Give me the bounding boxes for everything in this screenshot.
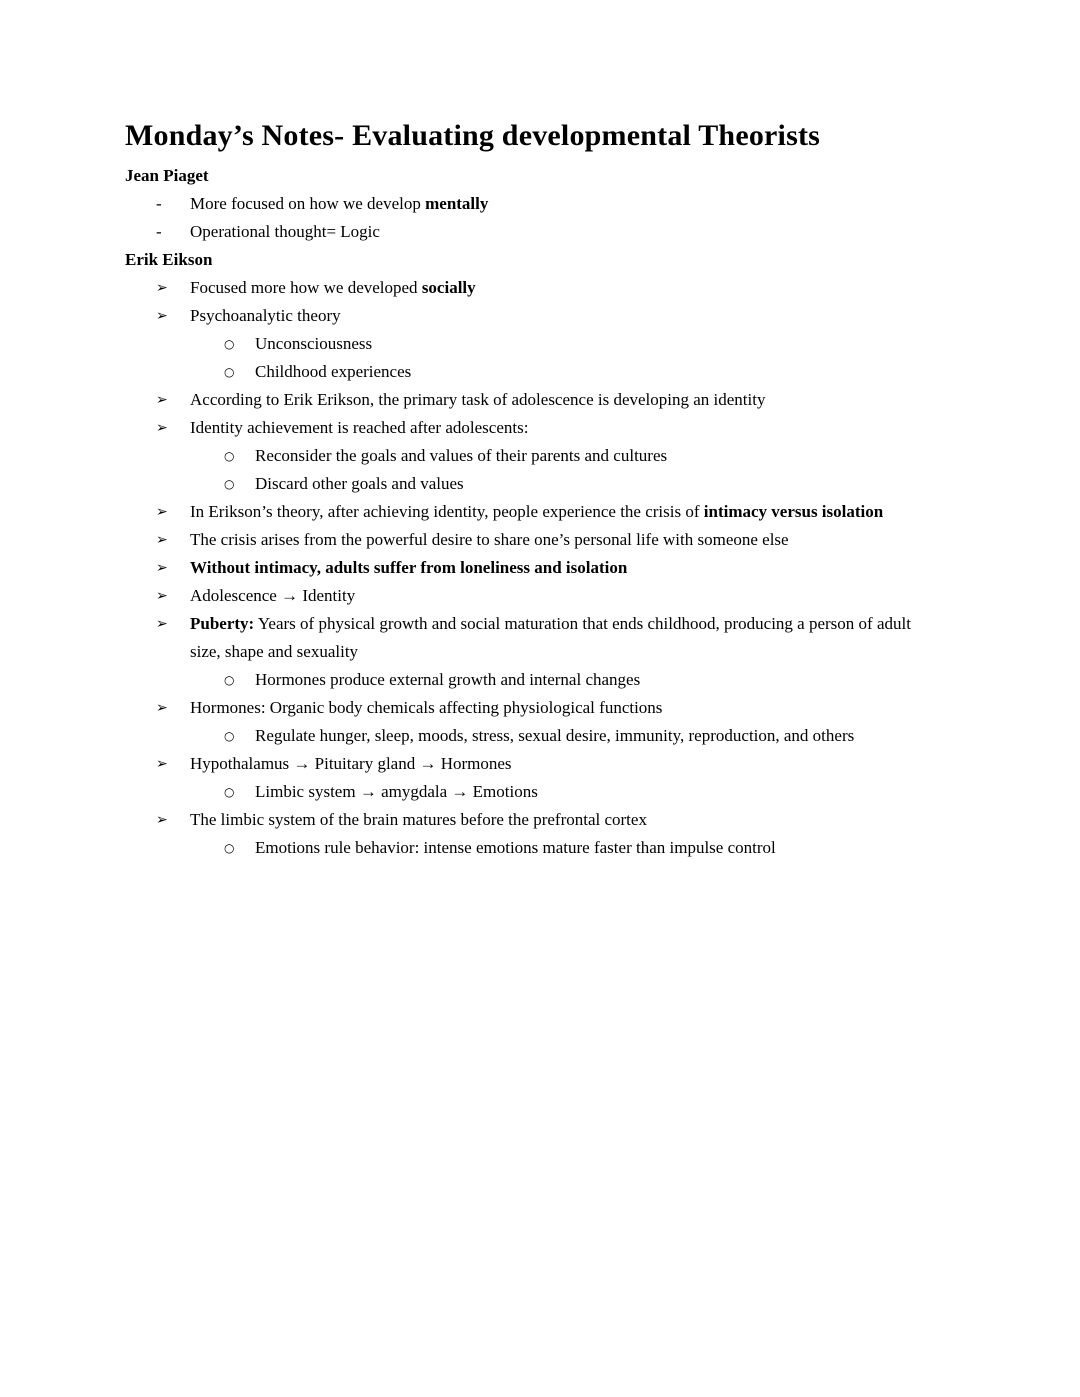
list-item-text: More focused on how we develop mentally bbox=[190, 194, 489, 213]
list-item bbox=[125, 414, 943, 442]
list-item-text: In Erikson’s theory, after achieving identity, people experience the crisis of intimacy versus isolation bbox=[190, 502, 884, 521]
list-item-text: Operational thought= Logic bbox=[190, 222, 380, 241]
list-item-text: The limbic system of the brain matures before the prefrontal cortex bbox=[190, 810, 647, 829]
arrow-bullet-icon: ➢ bbox=[156, 756, 168, 772]
circle-bullet-icon: ○ bbox=[224, 673, 235, 687]
list-item bbox=[125, 330, 943, 358]
circle-bullet-icon: ○ bbox=[224, 449, 235, 463]
list-item bbox=[125, 666, 943, 694]
circle-bullet-icon: ○ bbox=[224, 729, 235, 743]
list-item-text: Discard other goals and values bbox=[255, 474, 464, 493]
arrow-bullet-icon: ➢ bbox=[156, 280, 168, 296]
circle-bullet-icon: ○ bbox=[224, 841, 235, 855]
list-item bbox=[125, 274, 943, 302]
list-item bbox=[125, 358, 943, 386]
arrow-bullet-icon: ➢ bbox=[156, 616, 168, 632]
list-item-text: Hypothalamus → Pituitary gland → Hormones bbox=[190, 754, 512, 773]
list-item bbox=[125, 722, 943, 750]
list-item bbox=[125, 470, 943, 498]
arrow-bullet-icon: ➢ bbox=[156, 812, 168, 828]
list-item bbox=[125, 750, 943, 778]
section-heading: Erik Eikson bbox=[125, 250, 213, 269]
list-item-text: According to Erik Erikson, the primary task of adolescence is developing an identity bbox=[190, 390, 766, 409]
list-item bbox=[125, 778, 943, 806]
arrow-bullet-icon: ➢ bbox=[156, 588, 168, 604]
section-jean-piaget bbox=[125, 162, 943, 246]
list-item bbox=[125, 386, 943, 414]
list-item bbox=[125, 834, 943, 862]
list-item-text: Identity achievement is reached after adolescents: bbox=[190, 418, 529, 437]
section-list bbox=[125, 190, 943, 246]
list-item-text: The crisis arises from the powerful desire to share one’s personal life with someone else bbox=[190, 530, 789, 549]
list-item-text: Limbic system → amygdala → Emotions bbox=[255, 782, 538, 801]
list-item bbox=[125, 190, 943, 218]
list-item bbox=[125, 498, 943, 526]
arrow-bullet-icon: ➢ bbox=[156, 504, 168, 520]
arrow-bullet-icon: ➢ bbox=[156, 420, 168, 436]
list-item-text: Adolescence → Identity bbox=[190, 586, 356, 605]
list-item-text: Hormones: Organic body chemicals affecting physiological functions bbox=[190, 698, 663, 717]
section-heading: Jean Piaget bbox=[125, 166, 209, 185]
list-item bbox=[125, 442, 943, 470]
section-list bbox=[125, 274, 943, 862]
list-item-text: Without intimacy, adults suffer from loneliness and isolation bbox=[190, 558, 628, 577]
list-item-text: Childhood experiences bbox=[255, 362, 412, 381]
dash-bullet-icon: - bbox=[156, 222, 162, 241]
list-item bbox=[125, 218, 943, 246]
list-item-text: Psychoanalytic theory bbox=[190, 306, 341, 325]
circle-bullet-icon: ○ bbox=[224, 365, 235, 379]
list-item-text: Focused more how we developed socially bbox=[190, 278, 476, 297]
arrow-bullet-icon: ➢ bbox=[156, 700, 168, 716]
list-item bbox=[125, 694, 943, 722]
circle-bullet-icon: ○ bbox=[224, 785, 235, 799]
arrow-bullet-icon: ➢ bbox=[156, 532, 168, 548]
arrow-bullet-icon: ➢ bbox=[156, 308, 168, 324]
list-item-text: Hormones produce external growth and internal changes bbox=[255, 670, 641, 689]
list-item bbox=[125, 582, 943, 610]
dash-bullet-icon: - bbox=[156, 194, 162, 213]
arrow-bullet-icon: ➢ bbox=[156, 392, 168, 408]
list-item bbox=[125, 302, 943, 330]
document-title: Monday’s Notes- Evaluating developmental Theorists bbox=[125, 119, 821, 152]
list-item bbox=[125, 554, 943, 582]
circle-bullet-icon: ○ bbox=[224, 477, 235, 491]
circle-bullet-icon: ○ bbox=[224, 337, 235, 351]
list-item-text: Puberty: Years of physical growth and social maturation that ends childhood, producing a person of adult size, shape and sexuality bbox=[190, 614, 911, 661]
list-item-text: Unconsciousness bbox=[255, 334, 373, 353]
list-item bbox=[125, 610, 943, 666]
list-item bbox=[125, 806, 943, 834]
list-item-text: Regulate hunger, sleep, moods, stress, sexual desire, immunity, reproduction, and others bbox=[255, 726, 855, 745]
list-item bbox=[125, 526, 943, 554]
arrow-bullet-icon: ➢ bbox=[156, 560, 168, 576]
list-item-text: Emotions rule behavior: intense emotions mature faster than impulse control bbox=[255, 838, 776, 857]
section-erik-eikson bbox=[125, 246, 943, 862]
list-item-text: Reconsider the goals and values of their parents and cultures bbox=[255, 446, 668, 465]
